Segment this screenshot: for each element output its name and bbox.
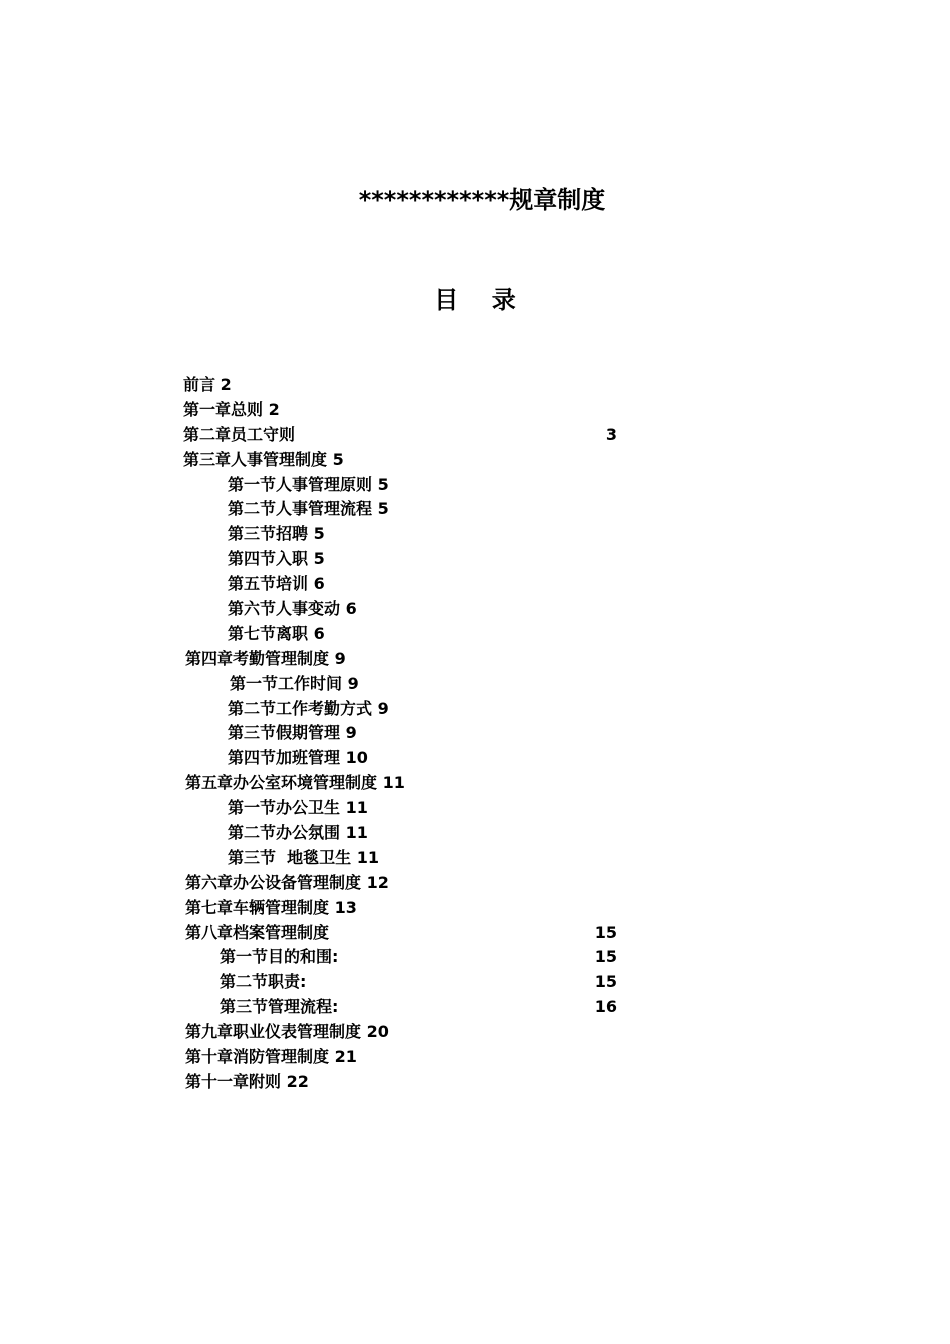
toc-entry-text: 第十一章附则 22 [185,1071,309,1091]
toc-entry-chapter-3-section-3[interactable] [0,522,950,547]
toc-entry-chapter-8[interactable] [0,921,950,946]
toc-entry-chapter-5-section-1[interactable] [0,796,950,821]
toc-entry-chapter-4-section-3[interactable] [0,721,950,746]
toc-entry-chapter-7[interactable] [0,896,950,921]
document-title: ************规章制度 [358,186,606,214]
toc-entry-text: 第三章人事管理制度 5 [183,449,344,469]
toc-entry-text: 第一节工作时间 9 [230,673,359,693]
toc-entry-chapter-5-section-3[interactable] [0,846,950,871]
toc-entry-page: 15 [594,947,617,967]
toc-entry-chapter-8-section-2[interactable] [0,970,950,995]
toc-entry-text: 第二节办公氛围 11 [228,823,368,843]
toc-entry-page: 16 [594,997,617,1017]
toc-entry-page: 3 [605,424,617,444]
toc-entry-text: 第一章总则 2 [183,399,280,419]
toc-entry-text: 第六节人事变动 6 [228,599,357,619]
toc-entry-text: 第三节假期管理 9 [228,723,357,743]
toc-entry-chapter-3[interactable] [0,448,950,473]
toc-entry-chapter-4[interactable] [0,647,950,672]
toc-entry-chapter-3-section-1[interactable] [0,473,950,498]
toc-entry-text: 第九章职业仪表管理制度 20 [185,1022,389,1042]
toc-entry-text: 第二节工作考勤方式 9 [228,698,389,718]
table-of-contents [0,373,950,1095]
toc-entry-text: 第二节人事管理流程 5 [228,499,389,519]
toc-entry-text: 第五章办公室环境管理制度 11 [185,773,405,793]
toc-heading: 目 录 [434,286,516,314]
toc-entry-text: 第四章考勤管理制度 9 [185,648,346,668]
toc-entry-text: 第三节招聘 5 [228,524,325,544]
toc-entry-text: 前言 2 [183,375,232,394]
toc-entry-chapter-4-section-2[interactable] [0,697,950,722]
toc-entry-chapter-5-section-2[interactable] [0,821,950,846]
toc-entry-chapter-10[interactable] [0,1045,950,1070]
toc-entry-chapter-3-section-5[interactable] [0,572,950,597]
toc-entry-chapter-2[interactable] [0,423,950,448]
toc-entry-text: 第六章办公设备管理制度 12 [185,872,389,892]
toc-entry-chapter-4-section-4[interactable] [0,746,950,771]
toc-entry-chapter-5[interactable] [0,771,950,796]
toc-entry-preface[interactable] [0,373,950,398]
toc-entry-chapter-4-section-1[interactable] [0,672,950,697]
toc-entry-chapter-8-section-3[interactable] [0,995,950,1020]
toc-entry-text: 第四节加班管理 10 [228,748,368,768]
toc-entry-text: 第十章消防管理制度 21 [185,1047,357,1067]
toc-entry-chapter-3-section-4[interactable] [0,547,950,572]
toc-entry-text: 第八章档案管理制度 [185,922,330,942]
toc-entry-text: 第四节入职 5 [228,549,325,569]
toc-entry-text: 第二章员工守则 [183,424,296,444]
toc-entry-chapter-9[interactable] [0,1020,950,1045]
toc-entry-chapter-3-section-7[interactable] [0,622,950,647]
toc-entry-text: 第七节离职 6 [228,623,325,643]
toc-entry-chapter-3-section-6[interactable] [0,597,950,622]
toc-entry-text: 第五节培训 6 [228,574,325,594]
toc-entry-text: 第二节职责: [220,972,307,992]
toc-entry-chapter-11[interactable] [0,1070,950,1095]
toc-entry-text: 第一节办公卫生 11 [228,798,368,818]
toc-entry-chapter-8-section-1[interactable] [0,945,950,970]
toc-entry-text: 第七章车辆管理制度 13 [185,897,357,917]
toc-entry-text: 第三节 地毯卫生 11 [228,847,379,867]
toc-entry-chapter-1[interactable] [0,398,950,423]
toc-entry-text: 第三节管理流程: [220,997,339,1017]
toc-entry-chapter-6[interactable] [0,871,950,896]
toc-entry-text: 第一节目的和围: [220,947,339,967]
toc-entry-page: 15 [594,972,617,992]
toc-entry-page: 15 [594,922,617,942]
toc-entry-chapter-3-section-2[interactable] [0,497,950,522]
toc-entry-text: 第一节人事管理原则 5 [228,474,389,494]
